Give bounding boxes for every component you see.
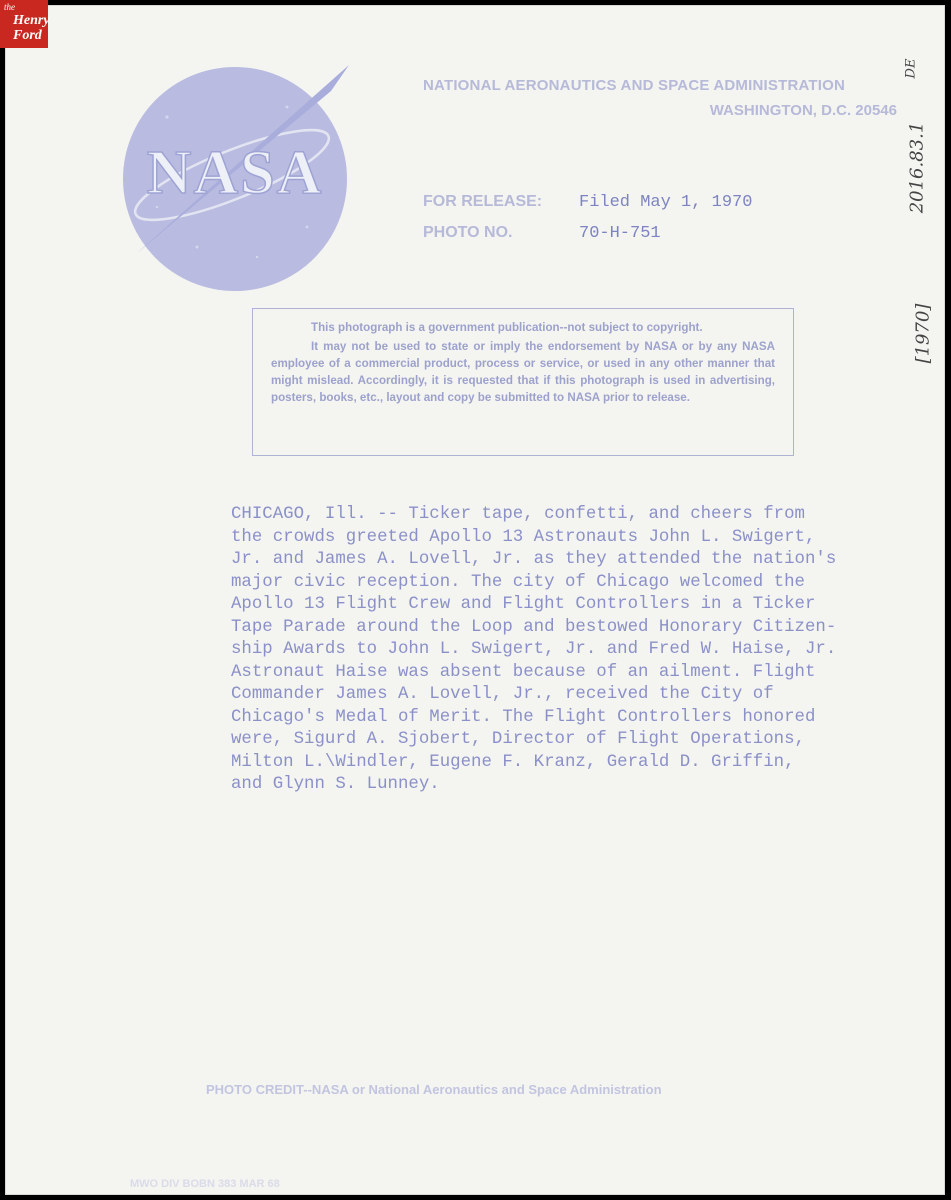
release-label: FOR RELEASE: bbox=[423, 193, 543, 210]
caption-line: Chicago's Medal of Merit. The Flight Controllers honored bbox=[231, 707, 816, 727]
notice-paragraph-2: It may not be used to state or imply the endorsement by NASA or by any NASA employee of a commercial product, process or service, or used in any other manner that might mislead. Accordingly, it is requested that if this photograph is used in advertising, posters, books, etc., layout and copy be submitted to NASA prior to release. bbox=[271, 340, 775, 404]
caption-line: the crowds greeted Apollo 13 Astronauts John L. Swigert, bbox=[231, 527, 816, 547]
caption-line: Milton L.\Windler, Eugene F. Kranz, Gerald D. Griffin, bbox=[231, 752, 795, 772]
handwritten-year: [1970] bbox=[912, 303, 934, 364]
release-value: Filed May 1, 1970 bbox=[579, 193, 753, 212]
caption-line: Astronaut Haise was absent because of an ailment. Flight bbox=[231, 662, 816, 682]
caption-line: CHICAGO, Ill. -- Ticker tape, confetti, and cheers from bbox=[231, 505, 805, 524]
henry-ford-logo: the Henry Ford bbox=[0, 0, 48, 48]
photo-caption bbox=[231, 504, 903, 797]
copyright-notice-box bbox=[252, 308, 794, 456]
caption-line: ship Awards to John L. Swigert, Jr. and Fred W. Haise, Jr. bbox=[231, 640, 837, 659]
nasa-seal bbox=[117, 57, 357, 297]
photo-credit: PHOTO CREDIT--NASA or National Aeronautics and Space Administration bbox=[206, 1082, 662, 1097]
notice-paragraph-1: This photograph is a government publication--not subject to copyright. bbox=[311, 321, 703, 334]
photo-number-value: 70-H-751 bbox=[579, 224, 661, 243]
handwritten-initials: DE bbox=[903, 58, 919, 79]
caption-line: major civic reception. The city of Chicago welcomed the bbox=[231, 572, 805, 592]
handwritten-accession-number: 2016.83.1 bbox=[906, 121, 928, 214]
caption-line: Jr. and James A. Lovell, Jr. as they attended the nation's bbox=[231, 550, 837, 569]
agency-letterhead bbox=[423, 77, 897, 119]
photo-number-label: PHOTO NO. bbox=[423, 224, 513, 241]
caption-line: Apollo 13 Flight Crew and Flight Controllers in a Ticker bbox=[231, 595, 816, 614]
photo-number-row bbox=[423, 224, 661, 243]
caption-line: were, Sigurd A. Sjobert, Director of Flight Operations, bbox=[231, 730, 805, 749]
caption-line: Commander James A. Lovell, Jr., received the City of bbox=[231, 685, 774, 704]
caption-line: Tape Parade around the Loop and bestowed Honorary Citizen- bbox=[231, 617, 837, 637]
form-number: MWO DIV BOBN 383 MAR 68 bbox=[130, 1178, 280, 1190]
agency-name: NATIONAL AERONAUTICS AND SPACE ADMINISTRATION bbox=[423, 77, 846, 94]
release-row bbox=[423, 193, 752, 212]
seal-wordmark: NASA bbox=[146, 139, 324, 207]
caption-line: and Glynn S. Lunney. bbox=[231, 775, 440, 794]
photo-backing-sheet bbox=[5, 5, 945, 1195]
agency-address: WASHINGTON, D.C. 20546 bbox=[709, 102, 897, 119]
